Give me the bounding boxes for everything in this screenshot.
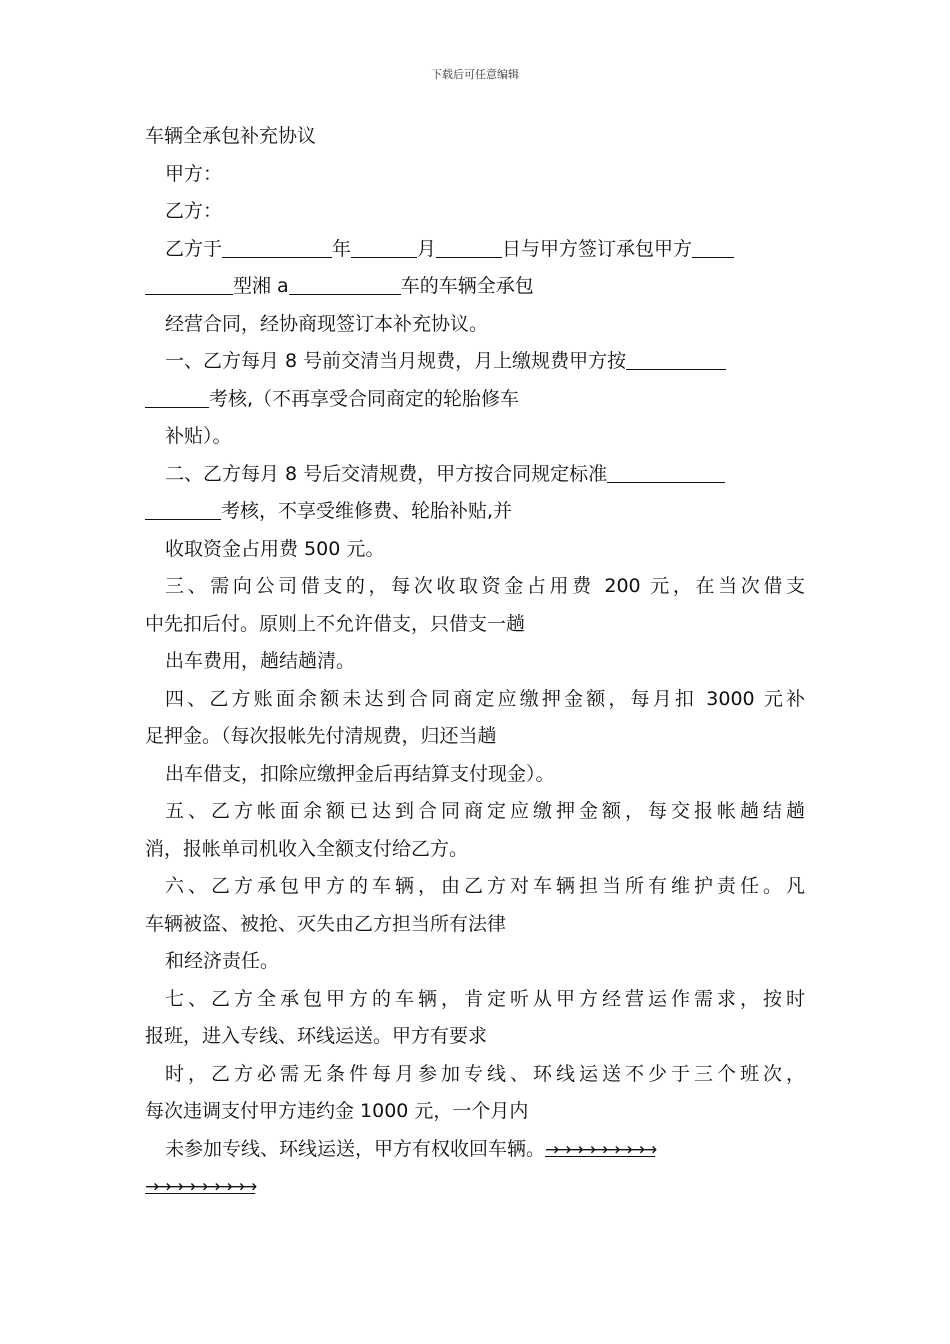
intro-text: 型湘 a xyxy=(233,275,289,297)
clause-3-line-2: 中先扣后付。原则上不允许借支，只借支一趟 xyxy=(145,612,526,635)
clause-text: 考核,（不再享受合同商定的轮胎修车 xyxy=(209,387,520,410)
intro-line-3: 经营合同，经协商现签订本补充协议。 xyxy=(165,312,489,335)
page-header: 下载后可任意编辑 xyxy=(431,68,519,81)
intro-line-1 xyxy=(145,231,805,269)
clause-1-line-3: 补贴）。 xyxy=(165,425,232,447)
clause-4-line-3: 出车借支，扣除应缴押金后再结算支付现金）。 xyxy=(165,762,555,785)
intro-text: 车的车辆全承包 xyxy=(400,275,534,297)
clause-7-line-4: 每次违调支付甲方违约金 1000 元，一个月内 xyxy=(145,1100,529,1122)
clause-text: 未参加专线、环线运送，甲方有权收回车辆。 xyxy=(165,1137,546,1160)
standard-blank xyxy=(145,497,221,520)
party-a-label: 甲方： xyxy=(165,162,223,185)
intro-text: 年 xyxy=(332,237,352,260)
clause-7-line-2: 报班，进入专线、环线运送。甲方有要求 xyxy=(145,1025,488,1047)
vehicle-blank xyxy=(692,235,734,258)
clause-7-line-3: 时，乙方必需无条件每月参加专线、环线运送不少于三个班次， xyxy=(165,1062,805,1085)
year-blank xyxy=(222,235,332,258)
intro-text: 日与甲方签订承包甲方 xyxy=(502,237,693,260)
contract-body xyxy=(145,118,805,1206)
clause-3-line-1: 三、需向公司借支的，每次收取资金占用费 200 元，在当次借支 xyxy=(165,575,805,597)
arrow-marks: →→→→→→→→→ xyxy=(145,1177,256,1197)
clause-text: 二、乙方每月 8 号后交清规费，甲方按合同规定标准 xyxy=(165,462,608,485)
clause-2-line-2 xyxy=(145,493,805,531)
clause-7-line-1: 七、乙方全承包甲方的车辆，肯定听从甲方经营运作需求，按时 xyxy=(165,987,805,1010)
standard-blank xyxy=(607,460,725,483)
clause-3-line-3: 出车费用，趟结趟清。 xyxy=(165,650,356,672)
clause-4-line-2: 足押金。（每次报帐先付清规费，归还当趟 xyxy=(145,725,497,747)
clause-6-line-2: 车辆被盗、被抢、灭失由乙方担当所有法律 xyxy=(145,912,507,935)
clause-1-line-1 xyxy=(145,343,805,381)
month-blank xyxy=(351,235,417,258)
clause-7-line-6 xyxy=(145,1168,805,1206)
party-b-label: 乙方： xyxy=(165,200,223,222)
intro-text: 月 xyxy=(417,237,437,260)
fee-blank xyxy=(626,347,726,370)
day-blank xyxy=(436,235,502,258)
clause-7-line-5 xyxy=(145,1131,805,1169)
intro-line-2 xyxy=(145,268,805,306)
intro-text: 乙方于 xyxy=(165,237,223,260)
clause-6-line-1: 六、乙方承包甲方的车辆，由乙方对车辆担当所有维护责任。凡 xyxy=(165,875,805,897)
clause-text: 考核，不享受维修费、轮胎补贴,并 xyxy=(221,500,513,522)
arrow-marks: →→→→→→→→→ xyxy=(545,1139,656,1160)
clause-6-line-3: 和经济责任。 xyxy=(165,950,280,972)
clause-5-line-2: 消，报帐单司机收入全额支付给乙方。 xyxy=(145,837,469,860)
clause-5-line-1: 五、乙方帐面余额已达到合同商定应缴押金额，每交报帐趟结趟 xyxy=(165,800,805,822)
plate-blank xyxy=(289,272,401,295)
clause-text: 一、乙方每月 8 号前交清当月规费，月上缴规费甲方按 xyxy=(165,350,627,372)
clause-4-line-1: 四、乙方账面余额未达到合同商定应缴押金额，每月扣 3000 元补 xyxy=(165,687,805,710)
vehicle-blank xyxy=(145,272,233,295)
clause-2-line-1 xyxy=(145,456,805,494)
contract-title: 车辆全承包补充协议 xyxy=(145,125,317,147)
fee-blank xyxy=(145,385,209,408)
clause-1-line-2 xyxy=(145,381,805,419)
clause-2-line-3: 收取资金占用费 500 元。 xyxy=(165,537,385,560)
